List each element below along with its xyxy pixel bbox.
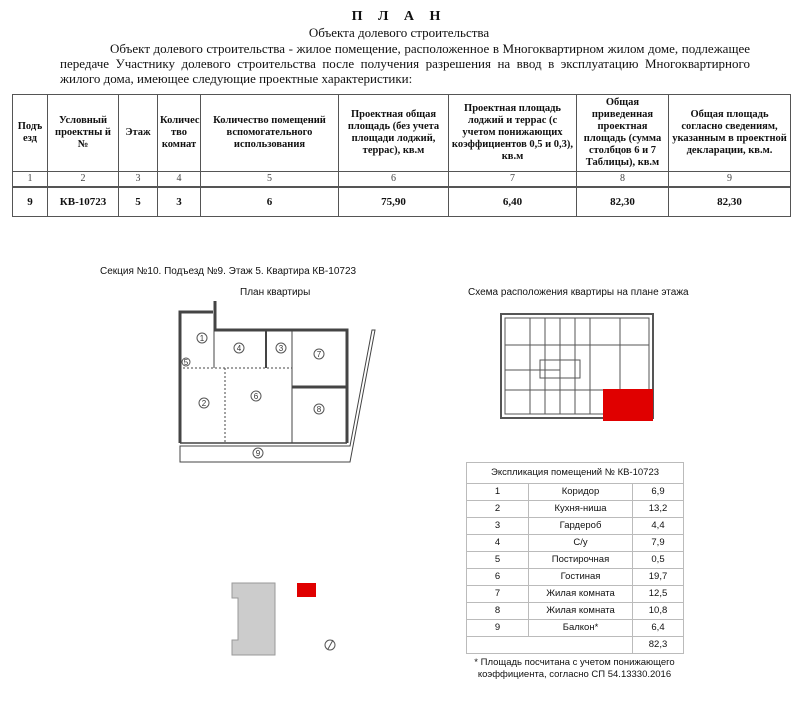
- table-row: [467, 586, 684, 603]
- table-row: [467, 620, 684, 637]
- scheme-title: Схема расположения квартиры на плане этажа: [468, 287, 689, 298]
- table-row: [467, 552, 684, 569]
- room-label: 2: [201, 399, 207, 408]
- column-number: 5: [201, 172, 339, 188]
- room-label: 4: [236, 344, 242, 353]
- column-number: 7: [449, 172, 577, 188]
- total-value: 82,3: [633, 637, 684, 654]
- room-label: 1: [199, 334, 205, 343]
- doc-subtitle: Объекта долевого строительства: [308, 25, 490, 40]
- plan-title: План квартиры: [240, 287, 311, 298]
- table-row: [467, 518, 684, 535]
- room-name: С/у: [529, 535, 633, 552]
- floor-scheme: [501, 314, 653, 421]
- room-name: Жилая комната: [529, 586, 633, 603]
- cell: 3: [158, 187, 201, 217]
- table-row: [467, 569, 684, 586]
- cell: 9: [13, 187, 48, 217]
- room-label: 7: [316, 350, 322, 359]
- room-number: 5: [467, 552, 529, 569]
- room-area: 10,8: [633, 603, 684, 620]
- room-area: 13,2: [633, 501, 684, 518]
- total-label: [467, 637, 633, 654]
- explication-title: Экспликация помещений № КВ-10723: [467, 463, 684, 484]
- room-number: 2: [467, 501, 529, 518]
- column-number: 4: [158, 172, 201, 188]
- room-number: 8: [467, 603, 529, 620]
- room-number: 7: [467, 586, 529, 603]
- table-row: [467, 603, 684, 620]
- explication-block: [466, 462, 683, 681]
- cell: 5: [119, 187, 158, 217]
- table-row: [467, 535, 684, 552]
- room-name: Балкон*: [529, 620, 633, 637]
- header-cell: Общая площадь согласно сведениям, указанным в проектной декларации, кв.м.: [669, 95, 791, 172]
- room-name: Жилая комната: [529, 603, 633, 620]
- cell: 82,30: [669, 187, 791, 217]
- column-number: 2: [48, 172, 119, 188]
- column-number: 8: [577, 172, 669, 188]
- cell: КВ-10723: [48, 187, 119, 217]
- header-cell: Подъ езд: [13, 95, 48, 172]
- room-label: 8: [316, 405, 322, 414]
- room-area: 6,9: [633, 484, 684, 501]
- room-area: 4,4: [633, 518, 684, 535]
- room-number: 6: [467, 569, 529, 586]
- section-caption: Секция №10. Подъезд №9. Этаж 5. Квартира КВ-10723: [100, 266, 357, 277]
- room-name: Гостиная: [529, 569, 633, 586]
- room-number: 1: [467, 484, 529, 501]
- column-number: 9: [669, 172, 791, 188]
- room-label: 3: [278, 344, 284, 353]
- room-label: 9: [255, 449, 261, 458]
- room-label: 5: [183, 358, 189, 367]
- header-cell: Проектная общая площадь (без учета площади лоджий, террас), кв.м: [339, 95, 449, 172]
- cell: 6,40: [449, 187, 577, 217]
- room-name: Коридор: [529, 484, 633, 501]
- column-number: 6: [339, 172, 449, 188]
- header-cell: Количество помещений вспомогательного использования: [201, 95, 339, 172]
- footnote: * Площадь посчитана с учетом понижающего коэффициента, согласно СП 54.13330.2016: [474, 657, 675, 680]
- table-row: [467, 501, 684, 518]
- cell: 6: [201, 187, 339, 217]
- column-number: 3: [119, 172, 158, 188]
- intro-paragraph: Объект долевого строительства - жилое помещение, расположенное в Многоквартирном жилом доме, подлежащее передаче Участнику долевого строительства после получения разрешения на ввод в эксплуатацию Многоквартирного жилого дома, имеющее следующие проектные характеристики:: [60, 41, 750, 86]
- table-row: [467, 484, 684, 501]
- room-number: 4: [467, 535, 529, 552]
- room-area: 7,9: [633, 535, 684, 552]
- room-number: 9: [467, 620, 529, 637]
- header-cell: Условный проектны й №: [48, 95, 119, 172]
- room-name: Гардероб: [529, 518, 633, 535]
- doc-title: П Л А Н: [351, 9, 447, 24]
- apartment-highlight: [603, 389, 653, 421]
- cell: 75,90: [339, 187, 449, 217]
- cell: 82,30: [577, 187, 669, 217]
- room-area: 0,5: [633, 552, 684, 569]
- header-cell: Количес тво комнат: [158, 95, 201, 172]
- header-cell: Этаж: [119, 95, 158, 172]
- room-label: 6: [253, 392, 259, 401]
- room-name: Кухня-ниша: [529, 501, 633, 518]
- explication-table: [466, 462, 684, 654]
- room-number: 3: [467, 518, 529, 535]
- room-area: 6,4: [633, 620, 684, 637]
- header-cell: Общая приведенная проектная площадь (сумма столбцов 6 и 7 Таблицы), кв.м: [577, 95, 669, 172]
- site-plan: [232, 583, 335, 655]
- room-area: 19,7: [633, 569, 684, 586]
- column-number: 1: [13, 172, 48, 188]
- room-name: Постирочная: [529, 552, 633, 569]
- room-area: 12,5: [633, 586, 684, 603]
- header-cell: Проектная площадь лоджий и террас (с учетом понижающих коэффициентов 0,5 и 0,3), кв.м: [449, 95, 577, 172]
